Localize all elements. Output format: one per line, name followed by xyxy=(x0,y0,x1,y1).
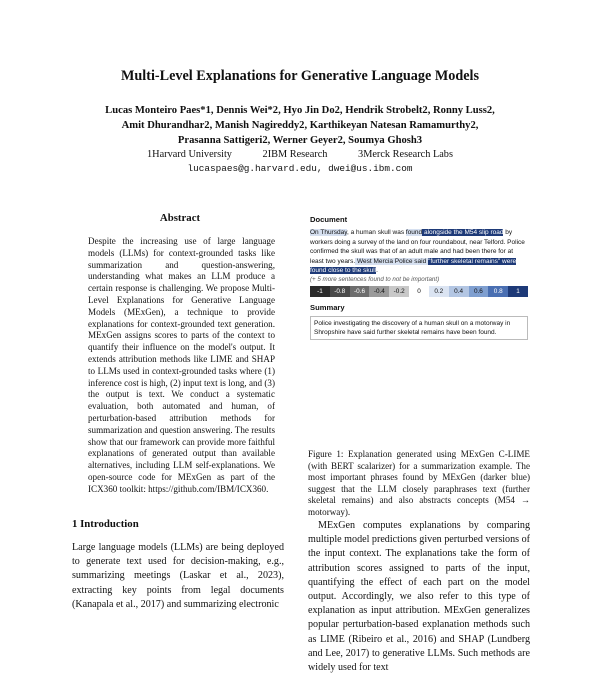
paper-title: Multi-Level Explanations for Generative Language Models xyxy=(121,68,479,84)
abstract-heading: Abstract xyxy=(159,212,201,224)
scale-cell: 0.8 xyxy=(488,286,508,297)
figure-1 xyxy=(310,215,528,340)
document-segment: On Thursday xyxy=(310,229,347,236)
scale-cell: 0 xyxy=(409,286,429,297)
omitted-sentences-note: (+ 5 more sentences found to not be important) xyxy=(310,275,440,283)
authors-line-3: Prasanna Sattigeri2, Werner Geyer2, Soumya Ghosh3 xyxy=(177,135,423,146)
document-segment: . Police confirmed the skull was that of an adult male and had been there for at least two years. xyxy=(310,238,525,265)
scale-cell: -0.4 xyxy=(369,286,389,297)
affiliation-ibm: 2IBM Research xyxy=(262,149,328,160)
scale-cell: -0.6 xyxy=(350,286,370,297)
scale-cell: 0.4 xyxy=(449,286,469,297)
author-list xyxy=(60,103,540,148)
body-text-right: MExGen computes explanations by comparing multiple model predictions given perturbed versions of the input context. The explanations take the form of attribution scores assigned to parts of the input, quantifying the effect of each part on the model output. Accordingly, we also refer to this type of explanation as input attribution. MExGen generalizes popular perturbation-based explanation methods such as LIME (Ribeiro et al., 2016) and SHAP (Lundberg and Lee, 2017) to generative LLMs. Such methods are widely used for text xyxy=(308,520,531,674)
author-emails: lucaspaes@g.harvard.edu, dwei@us.ibm.com xyxy=(187,163,413,174)
figure-caption: Figure 1: Explanation generated using MExGen C-LIME (with BERT scalarizer) for a summarization example. The most important phrases found by MExGen (darker blue) suggest that the LLM closely paraphrases text (further skeletal remains) and also abstracts concepts (M54 → motorway). xyxy=(308,449,530,517)
scale-cell: 1 xyxy=(508,286,528,297)
document-segment: found xyxy=(405,229,423,236)
document-segment: alongside the M54 slip road xyxy=(422,229,504,236)
scale-cell: -1 xyxy=(310,286,330,297)
attribution-color-scale xyxy=(310,286,528,297)
document-label: Document xyxy=(310,215,348,224)
document-segment: . xyxy=(376,267,378,274)
summary-label: Summary xyxy=(310,302,345,312)
affiliations xyxy=(60,149,540,160)
introduction-text: Large language models (LLMs) are being deployed to generate text used for decision-making, e.g., summarizing meetings (Laskar et al., 2023), extracting key points from legal documents (Kanapala et al., 2017) and summarizing electronic xyxy=(72,542,284,610)
document-segment: West Mercia Police said xyxy=(355,257,429,265)
introduction-heading: 1 Introduction xyxy=(72,518,139,530)
document-segment: by workers doing a survey of the land on four roundabout, near Telford xyxy=(310,229,513,246)
authors-line-1: Lucas Monteiro Paes*1, Dennis Wei*2, Hyo Jin Do2, Hendrik Strobelt2, Ronny Luss2, xyxy=(105,105,495,116)
authors-line-2: Amit Dhurandhar2, Manish Nagireddy2, Karthikeyan Natesan Ramamurthy2, xyxy=(121,120,479,131)
summary-text: Police investigating the discovery of a human skull on a motorway in Shropshire have said further skeletal remains have been found. xyxy=(310,316,528,340)
scale-cell: 0.6 xyxy=(469,286,489,297)
abstract-text: Despite the increasing use of large language models (LLMs) for context-grounded tasks like summarization and question-answering, understanding what makes an LLM produce a certain response is challenging. We propose Multi-Level Explanations for Generative Language Models (MExGen), a technique to provide explanations for context-grounded text generation. MExGen assigns scores to parts of the context to quantify their influence on the model's output. It extends attribution methods like LIME and SHAP to LLMs used in context-grounded tasks where (1) inference cost is high, (2) input text is long, and (3) the output is text. We conduct a systematic evaluation, both automated and human, of perturbation-based attribution methods for summarization and question answering. The results show that our framework can provide more faithful explanations of generated output than available alternatives, including LLM self-explanations. We open-source code for MExGen as part of the ICX360 toolkit: https://github.com/IBM/ICX360. xyxy=(88,236,275,494)
affiliation-harvard: 1Harvard University xyxy=(147,149,232,160)
document-segment: , a human skull was xyxy=(346,229,406,236)
document-text xyxy=(310,228,528,276)
scale-cell: 0.2 xyxy=(429,286,449,297)
document-segment: "further skeletal remains" were found close to the skull xyxy=(310,257,517,274)
affiliation-merck: 3Merck Research Labs xyxy=(358,149,453,160)
scale-cell: -0.8 xyxy=(330,286,350,297)
scale-cell: -0.2 xyxy=(389,286,409,297)
